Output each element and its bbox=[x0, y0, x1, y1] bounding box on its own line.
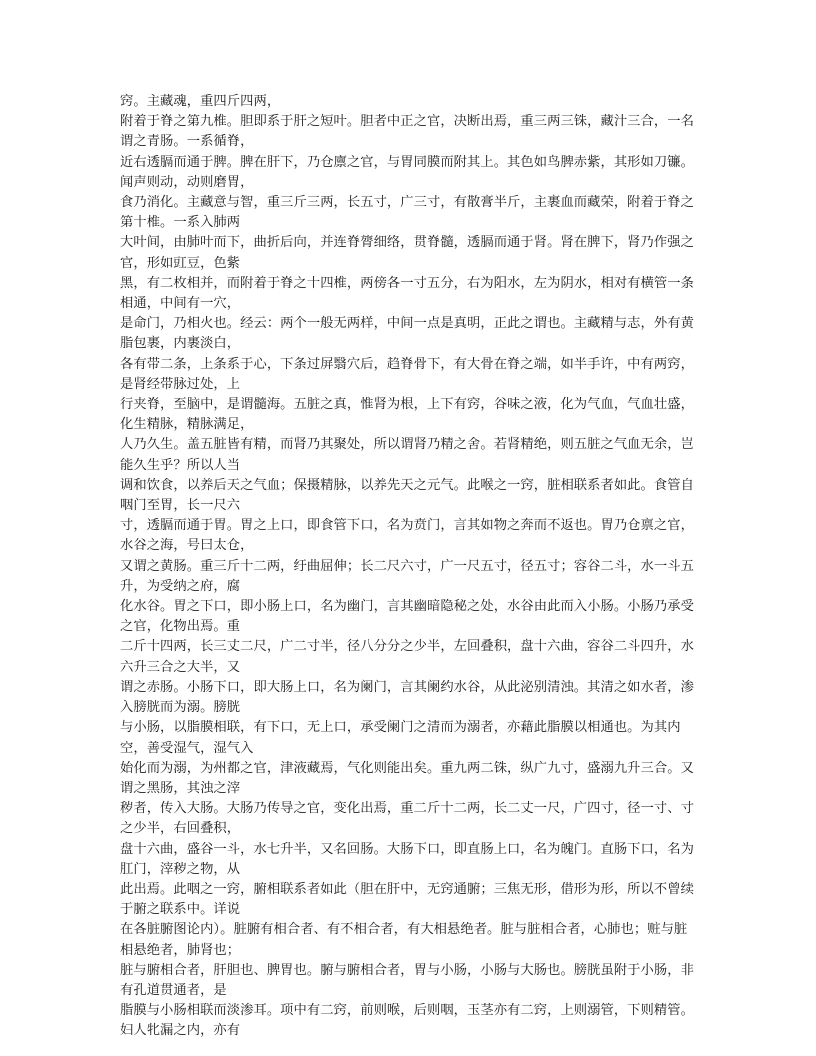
text-paragraph: 是命门，乃相火也。经云：两个一般无两样，中间一点是真明，正此之谓也。主藏精与志，外有黄脂包裹，内裹淡白， bbox=[120, 316, 694, 352]
text-paragraph: 黑，有二枚相并，而附着于脊之十四椎，两傍各一寸五分，右为阳水，左为阴水，相对有横管一条相通，中间有一穴， bbox=[120, 275, 694, 312]
text-paragraph: 人乃久生。盖五脏皆有精，而肾乃其聚处，所以谓肾乃精之舍。若肾精绝，则五脏之气血无余，岂能久生乎？所以人当 bbox=[120, 437, 694, 473]
text-paragraph: 二斤十四两，长三丈二尺，广二寸半，径八分分之少半，左回叠积，盘十六曲，容谷二斗四升，水六升三合之大半，又 bbox=[120, 639, 694, 675]
text-paragraph: 附着于脊之第九椎。胆即系于肝之短叶。胆者中正之官，决断出焉，重三两三铢，藏汁三合，一名谓之青肠。一系循脊， bbox=[120, 114, 694, 150]
text-paragraph: 大叶间，由肺叶而下，曲折后向，并连脊膂细络，贯脊髓，透膈而通于肾。肾在脾下，肾乃作强之官，形如豇豆，色紫 bbox=[120, 235, 694, 271]
text-paragraph: 近右透膈而通于脾。脾在肝下，乃仓廪之官，与胃同膜而附其上。其色如鸟脾赤紫，其形如刀镰。闻声则动，动则磨胃， bbox=[120, 154, 694, 190]
text-paragraph: 寸，透膈而通于胃。胃之上口，即食管下口，名为贲门，言其如物之奔而不返也。胃乃仓禀之官，水谷之海，号曰太仓， bbox=[120, 518, 694, 554]
text-paragraph: 脏与腑相合者，肝胆也、脾胃也。腑与腑相合者，胃与小肠，小肠与大肠也。膀胱虽附于小肠，非有孔道贯通者，是 bbox=[120, 962, 694, 998]
text-paragraph: 各有带二条，上条系于心，下条过屏翳穴后，趋脊骨下，有大骨在脊之端，如半手许，中有两窍，是肾经带脉过处，上 bbox=[120, 356, 694, 392]
text-paragraph: 此出焉。此咽之一窍，腑相联系者如此（胆在肝中，无窍通腑；三焦无形，借形为形，所以不曾续于腑之联系中。详说 bbox=[120, 881, 694, 918]
text-paragraph: 化水谷。胃之下口，即小肠上口，名为幽门，言其幽暗隐秘之处，水谷由此而入小肠。小肠乃承受之官，化物出焉。重 bbox=[120, 599, 694, 635]
text-paragraph: 谓之赤肠。小肠下口，即大肠上口，名为阑门，言其阑约水谷，从此泌别清浊。其清之如水者，渗入膀胱而为溺。膀胱 bbox=[120, 679, 694, 716]
text-paragraph: 在各脏腑图论内）。脏腑有相合者、有不相合者，有大相悬绝者。脏与脏相合者，心肺也；赃与脏相悬绝者，肺肾也； bbox=[120, 922, 688, 958]
document-body bbox=[120, 92, 700, 1042]
text-paragraph: 食乃消化。主藏意与智，重三斤三两，长五寸，广三寸，有散膏半斤，主裹血而藏荣，附着于脊之第十椎。一系入肺两 bbox=[120, 195, 694, 231]
text-paragraph: 脂膜与小肠相联而淡渗耳。项中有二窍，前则喉，后则咽，玉茎亦有二窍，上则溺管，下则精管。妇人牝漏之内，亦有 bbox=[120, 1003, 694, 1039]
text-paragraph: 又谓之黄肠。重三斤十二两，纡曲屈伸；长二尺六寸，广一尺五寸，径五寸；容谷二斗，水一斗五升，为受纳之府，腐 bbox=[120, 558, 694, 594]
text-paragraph: 始化而为溺，为州都之官，津液藏焉，气化则能出矣。重九两二铢，纵广九寸，盛溺九升三合。又谓之黑肠，其浊之滓 bbox=[120, 760, 694, 796]
text-paragraph: 秽者，传入大肠。大肠乃传导之官，变化出焉，重二斤十二两，长二丈一尺，广四寸，径一寸、寸之少半，右回叠积， bbox=[120, 801, 694, 837]
text-paragraph: 与小肠，以脂膜相联，有下口，无上口，承受阑门之清而为溺者，亦藉此脂膜以相通也。为其内空，善受湿气，湿气入 bbox=[120, 720, 681, 756]
text-paragraph: 行夹脊，至脑中，是谓髓海。五脏之真，惟肾为根，上下有窍，谷味之液，化为气血，气血壮盛，化生精脉，精脉满足， bbox=[120, 397, 694, 433]
text-paragraph: 调和饮食，以养后天之气血；保摄精脉，以养先天之元气。此喉之一窍，脏相联系者如此。食管自咽门至胃，长一尺六 bbox=[120, 477, 694, 514]
text-paragraph: 盘十六曲，盛谷一斗，水七升半，又名回肠。大肠下口，即直肠上口，名为魄门。直肠下口，名为肛门，滓秽之物，从 bbox=[120, 841, 694, 877]
text-paragraph: 窍。主藏魂，重四斤四两， bbox=[120, 94, 281, 109]
